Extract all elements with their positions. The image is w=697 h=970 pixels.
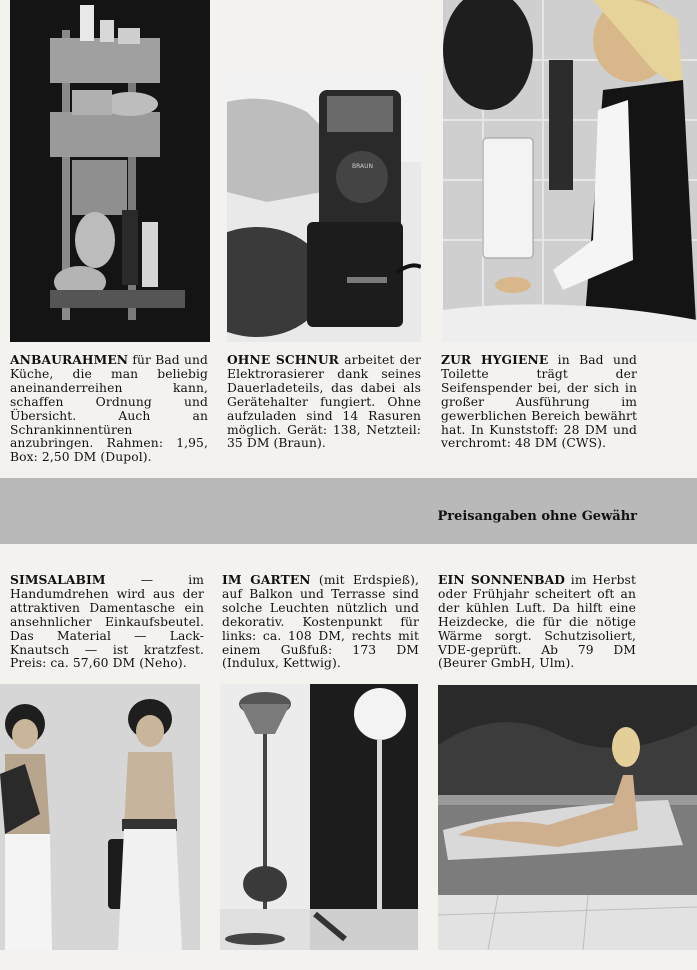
photo-electric-razor	[227, 72, 421, 342]
photo-soap-dispenser	[443, 0, 697, 342]
caption-lead: SIMSALABIM	[10, 572, 106, 587]
caption-zur-hygiene	[441, 353, 637, 451]
photo-sunbathing-woman	[438, 685, 697, 950]
photo-shelf-rack	[10, 0, 210, 342]
caption-anbaurahmen	[10, 353, 208, 465]
caption-im-garten	[222, 573, 419, 671]
caption-lead: IM GARTEN	[222, 572, 311, 587]
caption-body: (mit Erdspieß), auf Balkon und Terrasse sind solche Leuchten nützlich und dekorativ. Kostenpunkt für links: ca. 108 DM, rechts mit einem Gußfuß: 173 DM (Indulux, Kettwig).	[222, 573, 419, 671]
razor-logo: BRAUN	[352, 163, 374, 170]
photo-garden-lamps	[220, 684, 418, 950]
caption-body: arbeitet der Elektrorasierer dank seines Dauerladeteils, das dabei als Gerätehalter fungiert. Ohne aufzuladen sind 14 Rasuren möglich. Gerät: 138, Netzteil: 35 DM (Braun).	[227, 353, 421, 451]
caption-lead: ANBAURAHMEN	[10, 352, 129, 367]
caption-simsalabim	[10, 573, 204, 671]
price-disclaimer-band	[0, 478, 697, 544]
caption-body: im Herbst oder Frühjahr scheitert oft an der kühlen Luft. Da hilft eine Heizdecke, die für die nötige Wärme sorgt. Schutzisoliert, VDE-geprüft. Ab 79 DM (Beurer GmbH, Ulm).	[438, 573, 636, 671]
caption-lead: EIN SONNENBAD	[438, 572, 566, 587]
caption-lead: ZUR HYGIENE	[441, 352, 549, 367]
caption-body: — im Handumdrehen wird aus der attraktiven Damentasche ein ansehnlicher Einkaufsbeutel. Das Material — Lack-Knautsch — ist kratzfest. Preis: ca. 57,60 DM (Neho).	[10, 573, 204, 671]
price-disclaimer: Preisangaben ohne Gewähr	[437, 509, 637, 524]
caption-ein-sonnenbad	[438, 573, 636, 671]
caption-body: für Bad und Küche, die man beliebig aneinanderreihen kann, schaffen Ordnung und Übersicht. Auch an Schrankinnentüren anzubringen. Rahmen: 1,95, Box: 2,50 DM (Dupol).	[10, 353, 208, 465]
caption-lead: OHNE SCHNUR	[227, 352, 339, 367]
caption-body: in Bad und Toilette trägt der Seifenspender bei, der sich in großer Ausführung im gewerblichen Bereich bewährt hat. In Kunststoff: 28 DM und verchromt: 48 DM (CWS).	[441, 353, 637, 451]
caption-ohne-schnur	[227, 353, 421, 451]
photo-handbag-models	[0, 684, 200, 950]
